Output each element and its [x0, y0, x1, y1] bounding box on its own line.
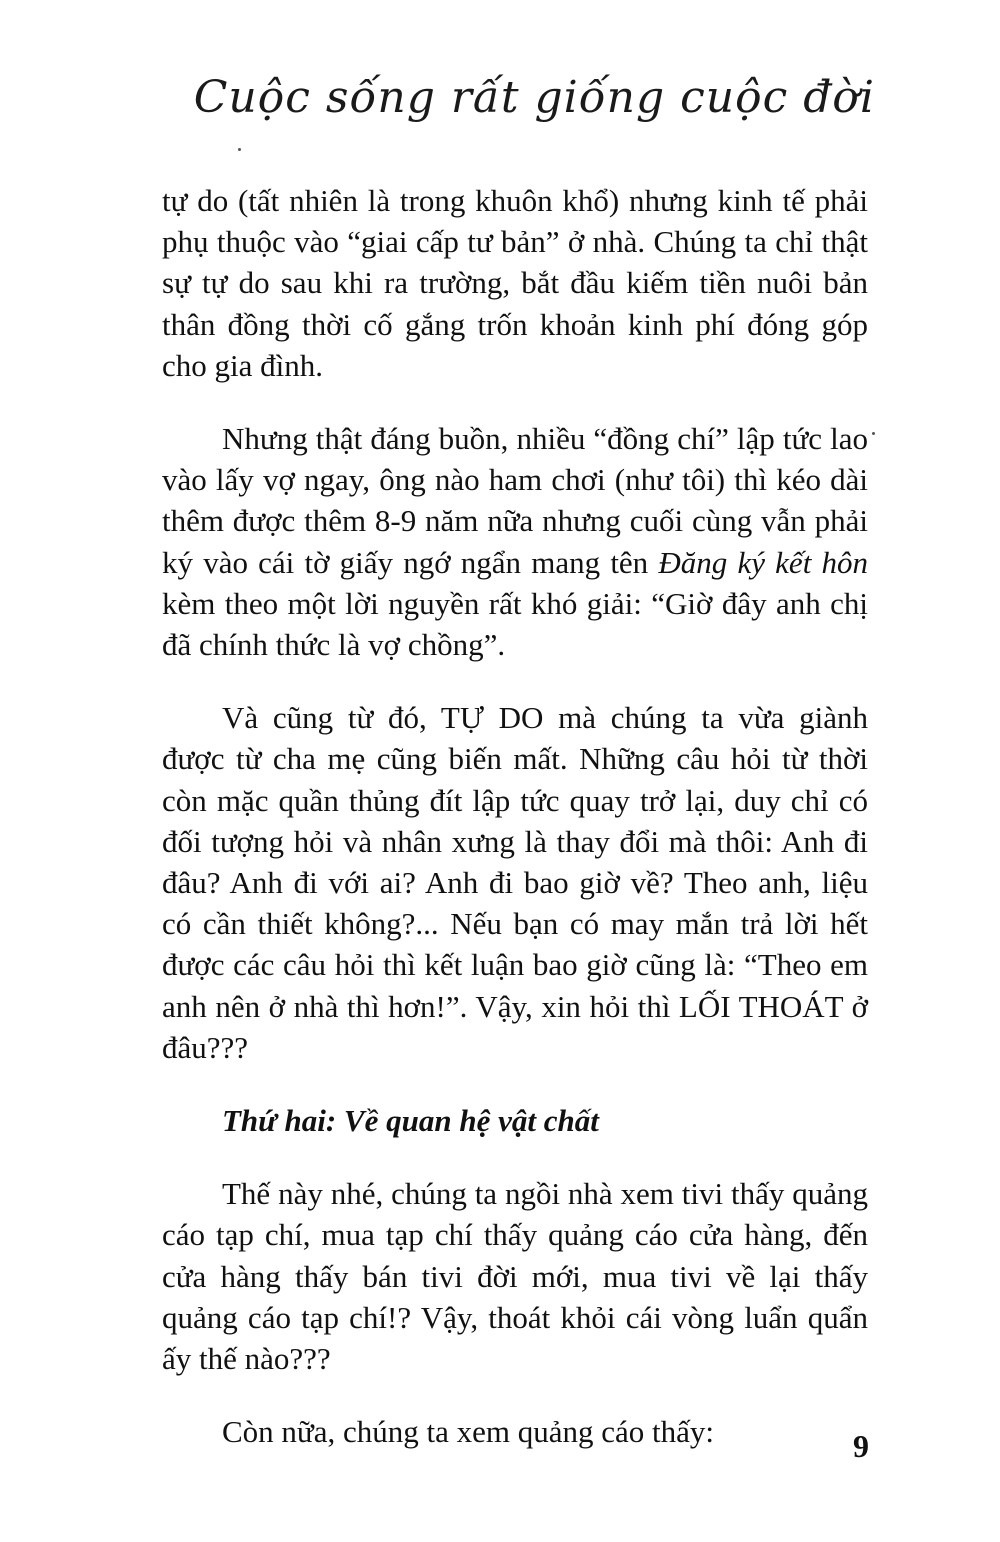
paragraph-2-italic-term: Đăng ký kết hôn [658, 544, 868, 580]
body-text [162, 180, 868, 1452]
paragraph-5: Còn nữa, chúng ta xem quảng cáo thấy: [222, 1414, 715, 1450]
print-speck [238, 148, 241, 151]
section-heading: Thứ hai: Về quan hệ vật chất [222, 1103, 599, 1139]
paragraph-2-text-a: Nhưng thật đáng buồn, nhiều “đồng chí” lập tức lao vào lấy vợ ngay, ông nào ham chơi (như tôi) thì kéo dài thêm được thêm 8-9 năm nữa nhưng cuối cùng vẫn phải ký vào cái tờ giấy ngớ ngẩn mang tên [162, 421, 868, 580]
running-header-title: Cuộc sống rất giống cuộc đời [193, 72, 875, 123]
paragraph-2 [162, 418, 868, 665]
print-speck [872, 432, 875, 435]
paragraph-2-text-b: kèm theo một lời nguyền rất khó giải: “Giờ đây anh chị đã chính thức là vợ chồng”. [162, 585, 868, 663]
paragraph-1: tự do (tất nhiên là trong khuôn khổ) nhưng kinh tế phải phụ thuộc vào “giai cấp tư bản” ở nhà. Chúng ta chỉ thật sự tự do sau khi ra trường, bắt đầu kiếm tiền nuôi bản thân đồng thời cố gắng trốn khoản kinh phí đóng góp cho gia đình. [162, 183, 868, 383]
paragraph-4: Thế này nhé, chúng ta ngồi nhà xem tivi thấy quảng cáo tạp chí, mua tạp chí thấy quảng cáo cửa hàng, đến cửa hàng thấy bán tivi đời mới, mua tivi về lại thấy quảng cáo tạp chí!? Vậy, thoát khỏi cái vòng luẩn quẩn ấy thế nào??? [162, 1176, 868, 1377]
paragraph-3: Và cũng từ đó, TỰ DO mà chúng ta vừa giành được từ cha mẹ cũng biến mất. Những câu hỏi từ thời còn mặc quần thủng đít lập tức quay trở lại, duy chỉ có đối tượng hỏi và nhân xưng là thay đổi mà thôi: Anh đi đâu? Anh đi với ai? Anh đi bao giờ về? Theo anh, liệu có cần thiết không?... Nếu bạn có may mắn trả lời hết được các câu hỏi thì kết luận bao giờ cũng là: “Theo em anh nên ở nhà thì hơn!”. Vậy, xin hỏi thì LỐI THOÁT ở đâu??? [162, 700, 868, 1065]
page-number: 9 [853, 1428, 869, 1464]
